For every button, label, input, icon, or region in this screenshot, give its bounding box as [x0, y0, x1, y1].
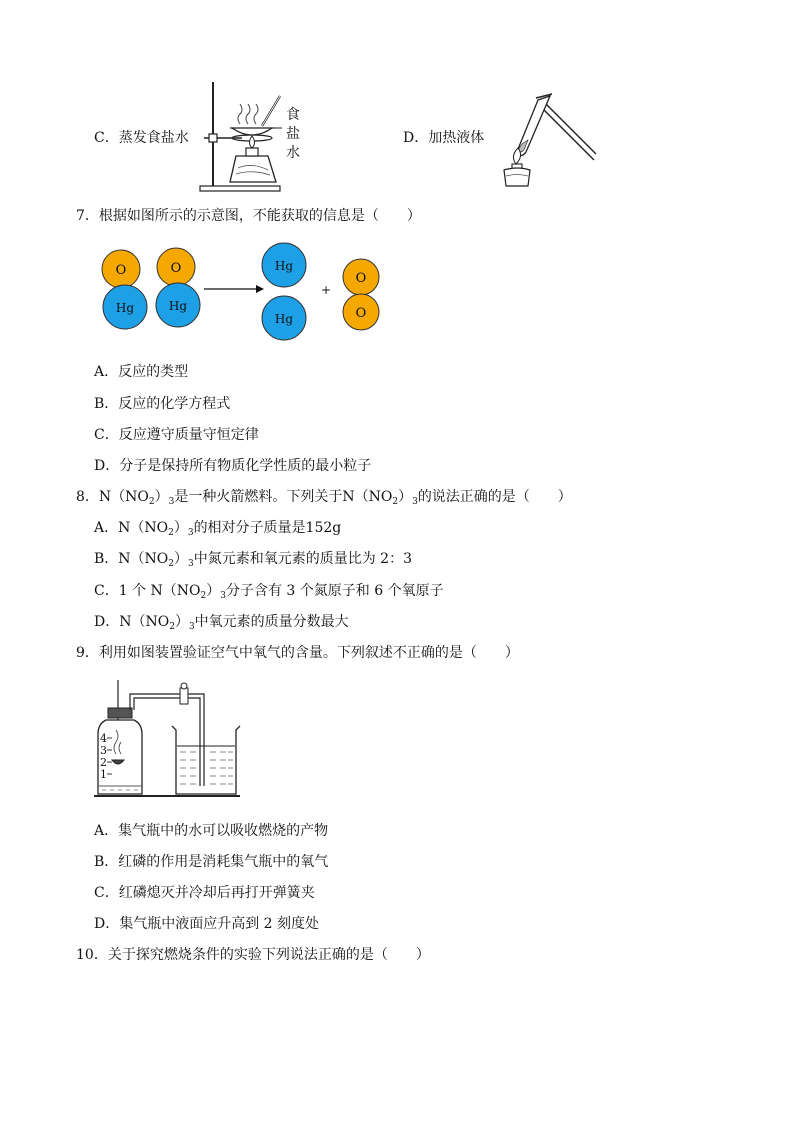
subscript: 2	[168, 528, 174, 538]
label-char-1: 食	[286, 107, 300, 123]
mercury-atom-label: Hg	[274, 259, 294, 273]
q7-option-d: D．分子是保持所有物质化学性质的最小粒子	[94, 458, 372, 474]
label-char-2: 盐	[286, 126, 300, 142]
plus-sign: +	[320, 283, 332, 297]
option-text: ）	[174, 614, 189, 630]
q6-option-d: D．加热液体	[403, 130, 485, 146]
q8-option-c	[94, 582, 444, 600]
heating-liquid-figure	[498, 92, 598, 188]
q7-option-b: B．反应的化学方程式	[94, 396, 231, 412]
scale-mark: 3	[100, 744, 107, 757]
scale-mark: 1	[100, 768, 107, 781]
subscript: 3	[188, 622, 195, 632]
mercury-atom-label: Hg	[274, 312, 294, 326]
option-text: ）	[206, 583, 221, 599]
option-text: 中氧元素的质量分数最大	[194, 614, 349, 630]
q7-option-a: A．反应的类型	[94, 364, 189, 380]
oxygen-atom-label: O	[170, 261, 182, 276]
oxygen-atom-label: O	[355, 271, 367, 286]
q7-option-c: C．反应遵守质量守恒定律	[94, 427, 259, 443]
option-text: B．N（NO	[94, 551, 169, 567]
q8-stem-part: ）	[398, 489, 413, 505]
subscript: 2	[148, 497, 155, 507]
subscript: 2	[392, 497, 399, 507]
subscript: 2	[168, 559, 174, 569]
subscript: 3	[168, 497, 175, 507]
subscript: 2	[169, 622, 175, 632]
option-text: 分子含有 3 个氮原子和 6 个氧原子	[225, 583, 444, 599]
mercury-atom-label: Hg	[168, 299, 188, 313]
q8-stem	[76, 488, 572, 506]
option-text: C．1 个 N（NO	[94, 583, 201, 599]
subscript: 3	[187, 528, 194, 538]
option-text: 的相对分子质量是152g	[193, 520, 342, 536]
q6-option-c: C．蒸发食盐水	[94, 130, 189, 146]
oxygen-atom-label: O	[355, 306, 367, 321]
mercury-oxide-decomposition-diagram	[96, 240, 396, 348]
option-text: ）	[173, 520, 188, 536]
mercury-atom-label: Hg	[115, 301, 135, 315]
option-text: 中氮元素和氧元素的质量比为 2：3	[193, 551, 412, 567]
label-char-3: 水	[286, 145, 300, 161]
q8-option-d	[94, 613, 349, 631]
scale-mark: 2	[100, 756, 107, 769]
oxygen-atom-label: O	[115, 263, 127, 278]
oxygen-content-apparatus-figure	[94, 676, 244, 800]
subscript: 2	[200, 591, 207, 601]
q9-stem: 9．利用如图装置验证空气中氧气的含量。下列叙述不正确的是（ ）	[76, 645, 519, 661]
q9-option-c: C．红磷熄灭并冷却后再打开弹簧夹	[94, 885, 315, 901]
q8-stem-part: 是一种火箭燃料。下列关于N（NO	[174, 489, 393, 505]
q8-option-b	[94, 550, 412, 568]
subscript: 3	[412, 497, 418, 507]
q8-stem-part: 8．N（NO	[76, 489, 149, 505]
scale-mark: 4	[100, 732, 107, 745]
option-text: D．N（NO	[94, 614, 170, 630]
q7-stem: 7．根据如图所示的示意图，不能获取的信息是（ ）	[76, 208, 421, 224]
q10-stem: 10．关于探究燃烧条件的实验下列说法正确的是（ ）	[76, 947, 430, 963]
option-text: A．N（NO	[94, 520, 169, 536]
option-text: ）	[174, 551, 188, 567]
q9-option-a: A．集气瓶中的水可以吸收燃烧的产物	[94, 823, 329, 839]
q9-option-b: B．红磷的作用是消耗集气瓶中的氧气	[94, 854, 329, 870]
q8-stem-part: 的说法正确的是（ ）	[417, 489, 572, 505]
q9-option-d: D．集气瓶中液面应升高到 2 刻度处	[94, 916, 320, 932]
subscript: 3	[188, 559, 194, 569]
subscript: 3	[220, 591, 226, 601]
salt-water-label	[286, 106, 300, 163]
q8-option-a	[94, 519, 341, 537]
q8-stem-part: ）	[154, 489, 169, 505]
